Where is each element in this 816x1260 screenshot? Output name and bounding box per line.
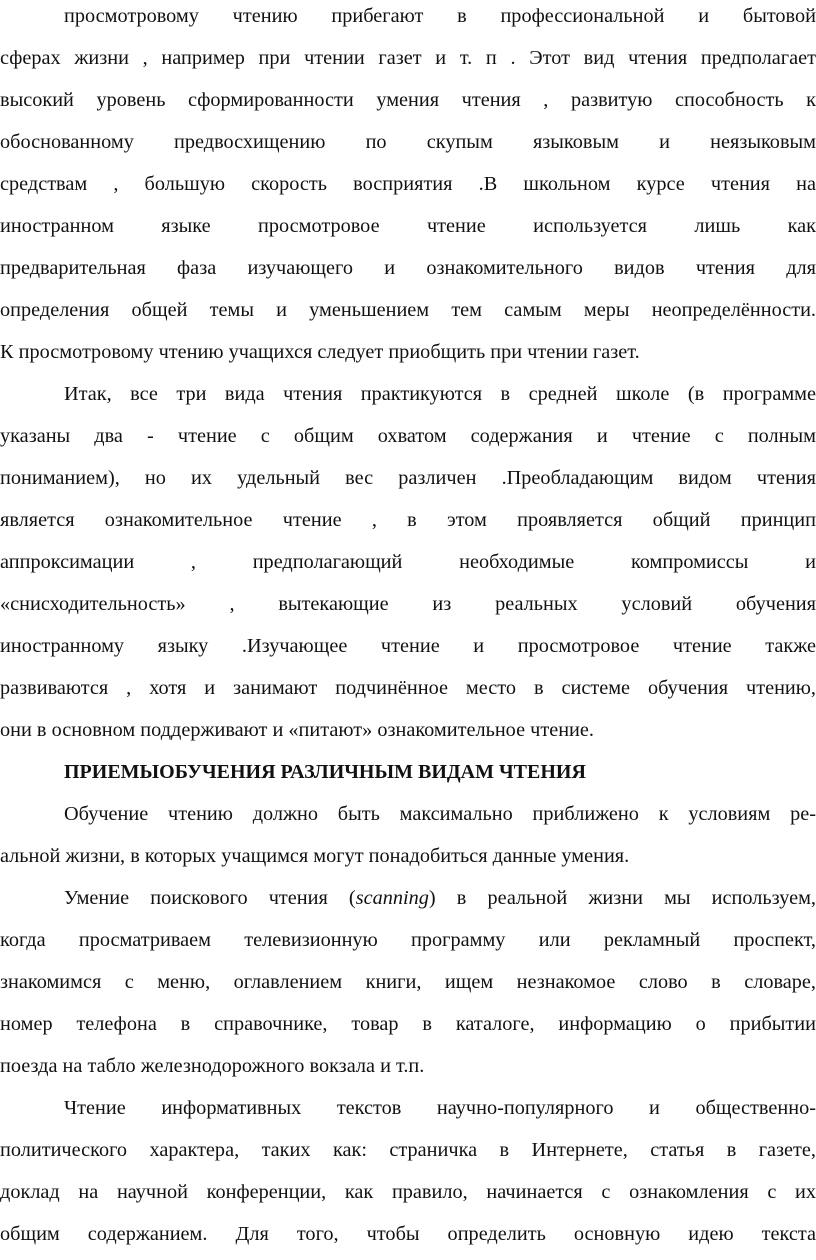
paragraph-2-line-5: аппроксимации , предполагающий необходимые компромиссы и [0,551,816,573]
paragraph-2-line-2: указаны два - чтение с общим охватом содержания и чтение с полным [0,425,816,447]
paragraph-4-line-1 [0,884,816,912]
paragraph-2-line-8: развиваются , хотя и занимают подчинённое место в системе обучения чтению, [0,677,816,699]
paragraph-2-line-3: пониманием), но их удельный вес различен .Преобладающим видом чтения [0,467,816,489]
paragraph-5-line-3: доклад на научной конференции, как правило, начинается с ознакомления с их [0,1181,816,1203]
paragraph-1-line-5: средствам , большую скорость восприятия .В школьном курсе чтения на [0,173,816,195]
paragraph-1-line-9: К просмотровому чтению учащихся следует приобщить при чтении газет. [0,341,640,363]
scanning-term: scanning [355,887,429,909]
paragraph-4-line-5: поезда на табло железнодорожного вокзала и т.п. [0,1055,425,1077]
paragraph-5-line-4: общим содержанием. Для того, чтобы определить основную идею текста [0,1223,816,1245]
paragraph-4-line-3: знакомимся с меню, оглавлением книги, ищем незнакомое слово в словаре, [0,971,816,993]
paragraph-2-line-9: они в основном поддерживают и «питают» ознакомительное чтение. [0,719,594,741]
paragraph-5-line-2: политического характера, таких как: страничка в Интернете, статья в газете, [0,1139,816,1161]
paragraph-1-line-6: иностранном языке просмотровое чтение используется лишь как [0,215,816,237]
paragraph-2-line-1: Итак, все три вида чтения практикуются в средней школе (в программе [64,383,816,405]
paragraph-4-line-4: номер телефона в справочнике, товар в каталоге, информацию о прибытии [0,1013,816,1035]
paragraph-1-line-3: высокий уровень сформированности умения чтения , развитую способность к [0,89,816,111]
paragraph-4-line-1-after: ) в реальной жизни мы используем, [428,887,816,909]
paragraph-1-line-1: просмотровому чтению прибегают в профессиональной и бытовой [64,5,816,27]
paragraph-1-line-4: обоснованному предвосхищению по скупым языковым и неязыковым [0,131,816,153]
paragraph-1-line-7: предварительная фаза изучающего и ознакомительного видов чтения для [0,257,816,279]
paragraph-4-line-2: когда просматриваем телевизионную программу или рекламный проспект, [0,929,816,951]
paragraph-5-line-1: Чтение информативных текстов научно-популярного и общественно- [64,1097,816,1119]
paragraph-3-line-1: Обучение чтению должно быть максимально приближено к условиям ре- [64,803,816,825]
section-heading: ПРИЕМЫОБУЧЕНИЯ РАЗЛИЧНЫМ ВИДАМ ЧТЕНИЯ [64,761,586,783]
paragraph-2-line-7: иностранному языку .Изучающее чтение и просмотровое чтение также [0,635,816,657]
paragraph-2-line-4: является ознакомительное чтение , в этом проявляется общий принцип [0,509,816,531]
paragraph-4-line-1-before: Умение поискового чтения ( [64,887,356,909]
paragraph-3-line-2: альной жизни, в которых учащимся могут понадобиться данные умения. [0,845,630,867]
paragraph-2-line-6: «снисходительность» , вытекающие из реальных условий обучения [0,593,816,615]
paragraph-1-line-8: определения общей темы и уменьшением тем самым меры неопределённости. [0,299,816,321]
paragraph-1-line-2: сферах жизни , например при чтении газет и т. п . Этот вид чтения предполагает [0,47,816,69]
